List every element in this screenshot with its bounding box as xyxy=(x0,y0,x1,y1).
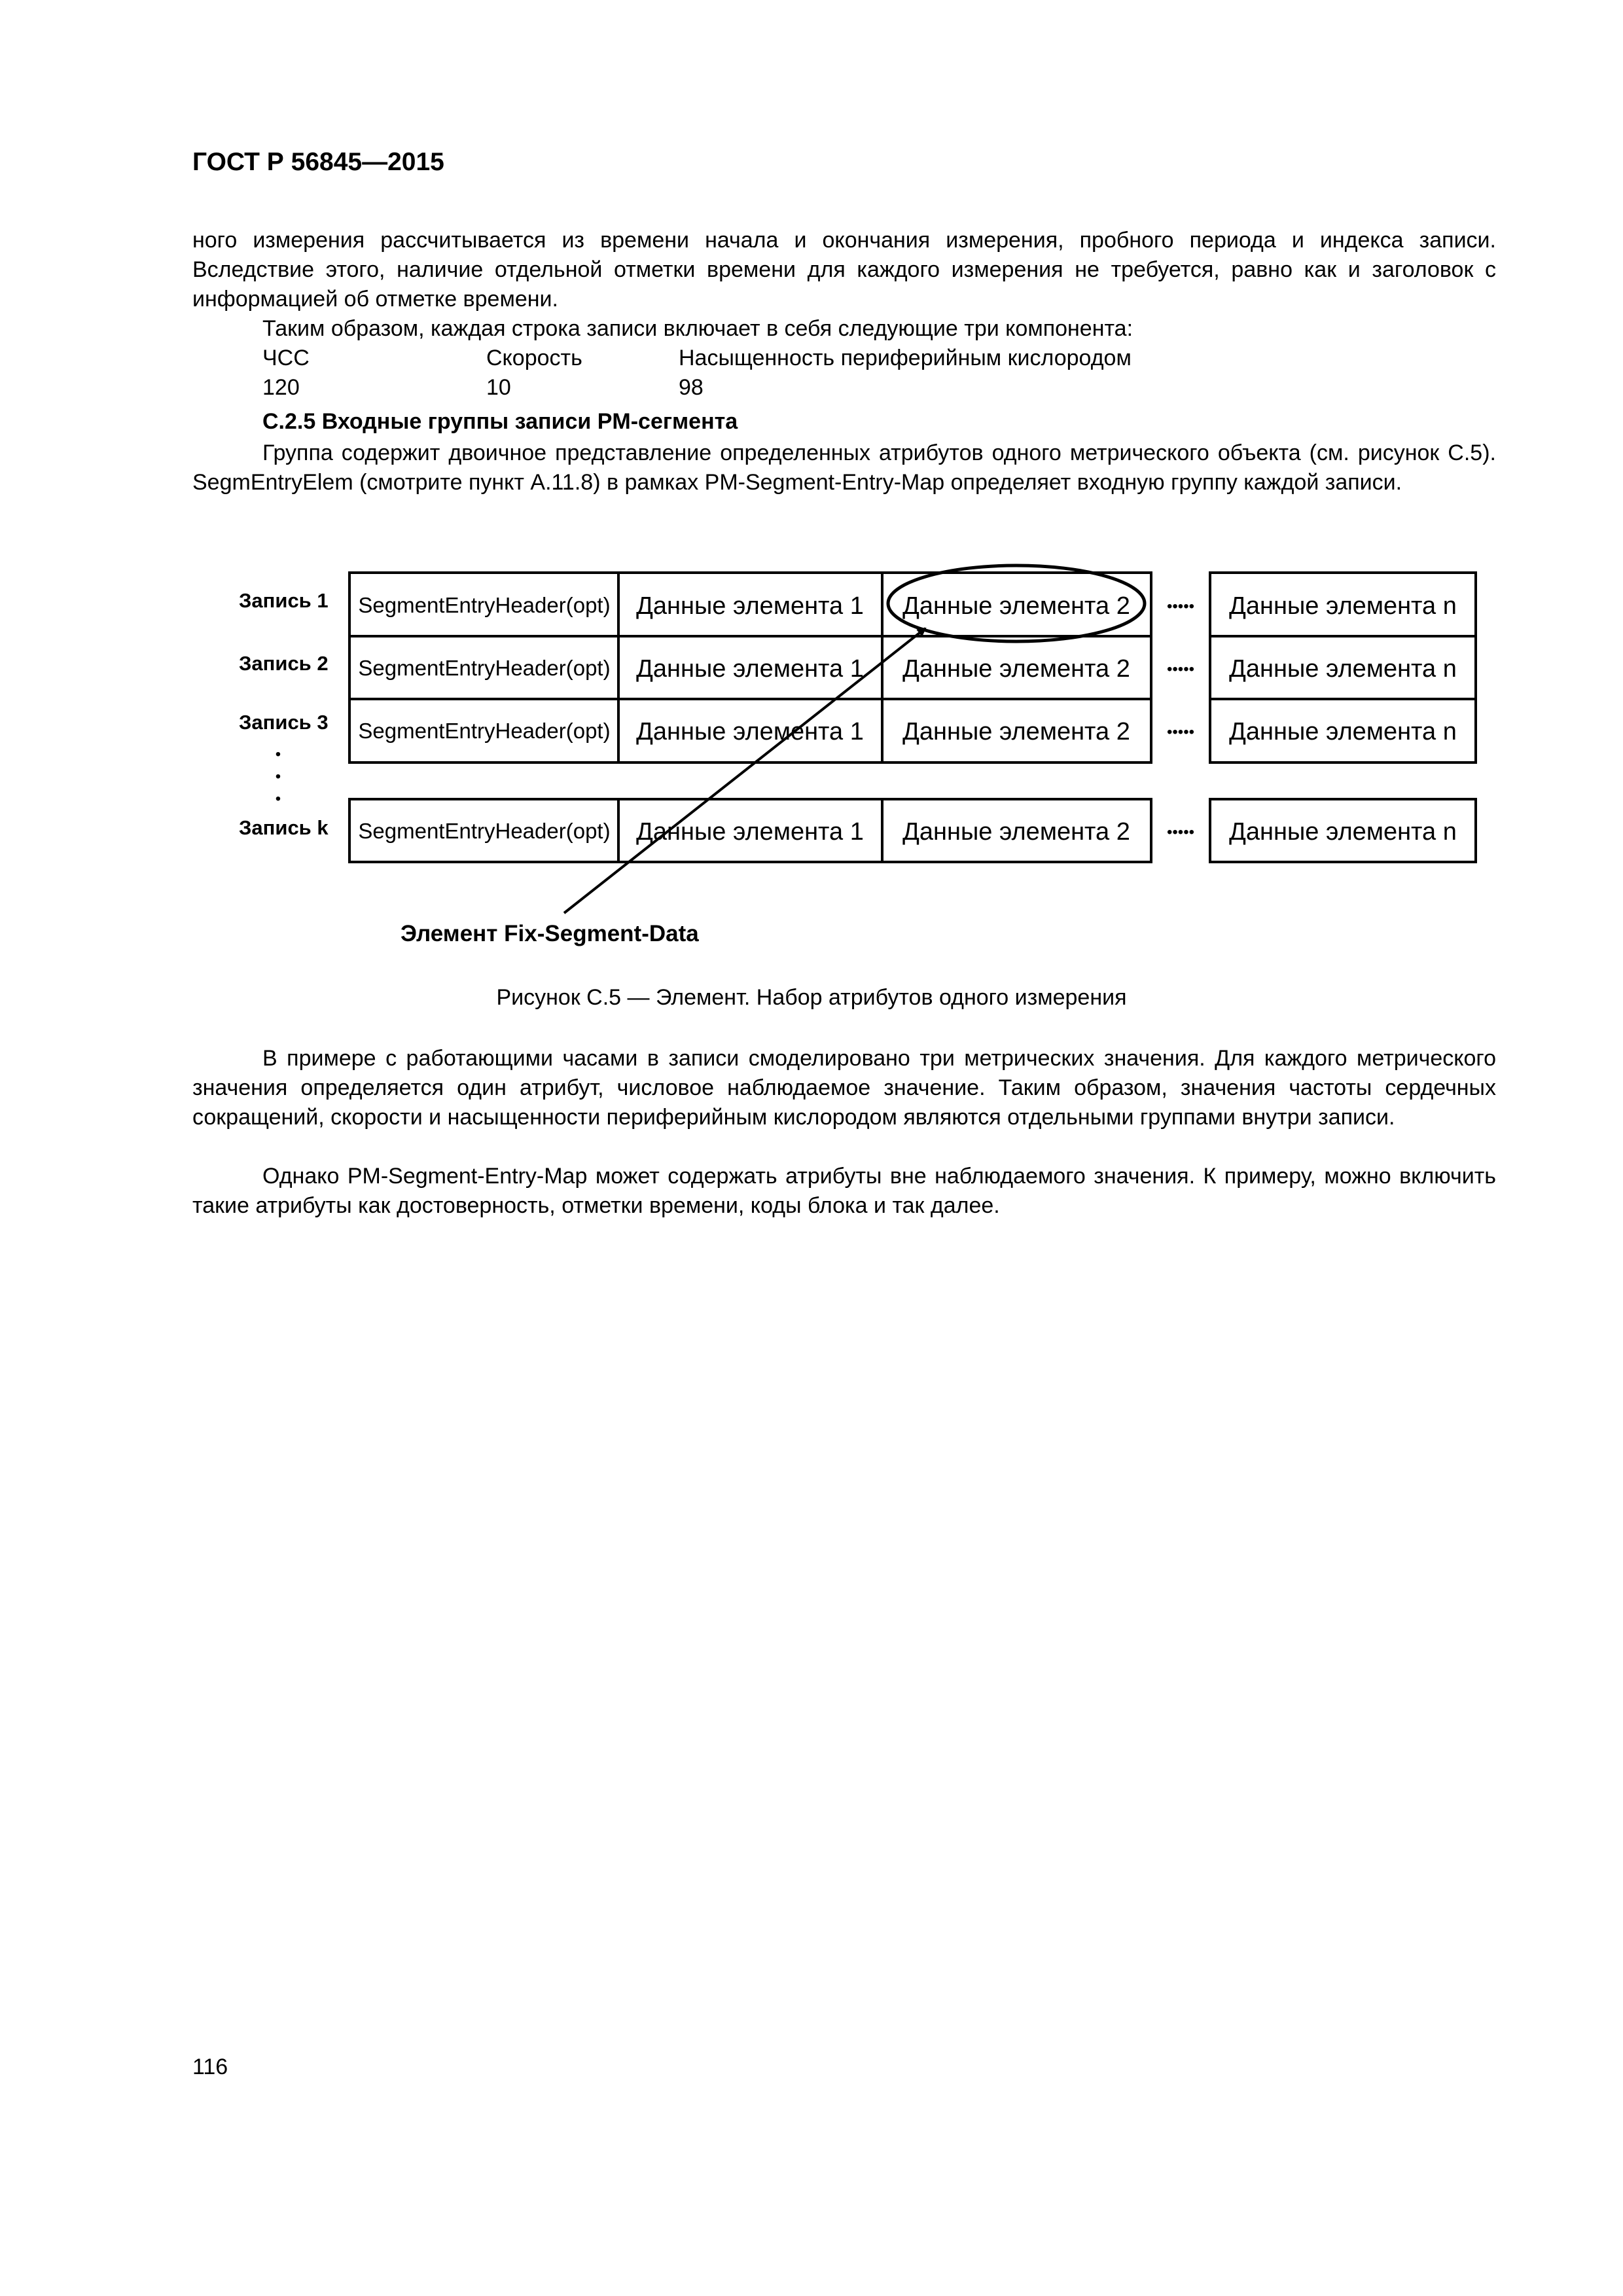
row-label-k: Запись k xyxy=(239,816,329,839)
page-number: 116 xyxy=(192,2054,228,2079)
paragraph-section-intro: Группа содержит двоичное представление определенных атрибутов одного метрического объекта (см. рисунок С.5). SegmEntryElem (смотрите пункт А.11.8) в рамках PM-Segment-Entry-Map определяет входную группу каждой записи. xyxy=(192,440,1496,495)
component-heart-rate-label: ЧСС xyxy=(262,346,310,370)
figure-caption: Рисунок С.5 — Элемент. Набор атрибутов одного измерения xyxy=(496,985,1127,1010)
paragraph-components-intro: Таким образом, каждая строка записи включает в себя следующие три компонента: xyxy=(262,316,1133,341)
paragraph-continuation: ного измерения рассчитывается из времени начала и окончания измерения, пробного периода и индекса записи. Вследствие этого, наличие отдельной отметки времени для каждого измерения не требуется, равно как и заголовок с информацией об отметке времени. xyxy=(192,228,1496,312)
component-spo2-label: Насыщенность периферийным кислородом xyxy=(679,346,1132,370)
row1-datan-cell: Данные элемента n xyxy=(1229,592,1457,620)
row3-header-cell: SegmentEntryHeader(opt) xyxy=(358,719,611,743)
rowk-datan-cell: Данные элемента n xyxy=(1229,818,1457,846)
rowk-data2-cell: Данные элемента 2 xyxy=(902,818,1130,846)
row3-dots: ••••• xyxy=(1166,723,1195,741)
row1-data2-cell: Данные элемента 2 xyxy=(902,592,1130,620)
row2-data1-cell: Данные элемента 1 xyxy=(636,655,864,683)
row2-header-cell: SegmentEntryHeader(opt) xyxy=(358,656,611,680)
rowk-dots: ••••• xyxy=(1166,823,1195,841)
ellipsis-dot-2: • xyxy=(275,768,281,785)
figure-c5 xyxy=(0,0,1623,1021)
row1-dots: ••••• xyxy=(1166,598,1195,615)
ellipsis-dot-3: • xyxy=(275,790,281,808)
pointer-label: Элемент Fix-Segment-Data xyxy=(401,921,699,946)
row-label-2: Запись 2 xyxy=(239,652,329,675)
paragraph-however: Однако PM-Segment-Entry-Map может содержать атрибуты вне наблюдаемого значения. К примеру, можно включить такие атрибуты как достоверность, отметки времени, коды блока и так далее. xyxy=(192,1164,1496,1218)
component-speed-value: 10 xyxy=(486,375,511,400)
row-label-1: Запись 1 xyxy=(239,589,329,612)
component-speed-label: Скорость xyxy=(486,346,582,370)
row2-data2-cell: Данные элемента 2 xyxy=(902,655,1130,683)
rowk-data1-cell: Данные элемента 1 xyxy=(636,818,864,846)
document-header: ГОСТ Р 56845—2015 xyxy=(192,148,444,176)
row3-data2-cell: Данные элемента 2 xyxy=(902,718,1130,745)
row2-datan-cell: Данные элемента n xyxy=(1229,655,1457,683)
component-spo2-value: 98 xyxy=(679,375,704,400)
figure-diagram xyxy=(0,0,1623,1021)
row2-dots: ••••• xyxy=(1166,660,1195,678)
paragraph-example: В примере с работающими часами в записи смоделировано три метрических значения. Для каждого метрического значения определяется один атрибут, числовое наблюдаемое значение. Таким образом, значения частоты сердечных сокращений, скорости и насыщенности периферийным кислородом являются отдельными группами внутри записи. xyxy=(192,1046,1496,1130)
component-heart-rate-value: 120 xyxy=(262,375,300,400)
row-label-3: Запись 3 xyxy=(239,711,329,734)
row1-data1-cell: Данные элемента 1 xyxy=(636,592,864,620)
section-heading: C.2.5 Входные группы записи PM-сегмента xyxy=(262,409,738,434)
row1-header-cell: SegmentEntryHeader(opt) xyxy=(358,593,611,617)
ellipsis-dot-1: • xyxy=(275,745,281,763)
row3-datan-cell: Данные элемента n xyxy=(1229,718,1457,745)
rowk-header-cell: SegmentEntryHeader(opt) xyxy=(358,819,611,843)
row3-data1-cell: Данные элемента 1 xyxy=(636,718,864,745)
